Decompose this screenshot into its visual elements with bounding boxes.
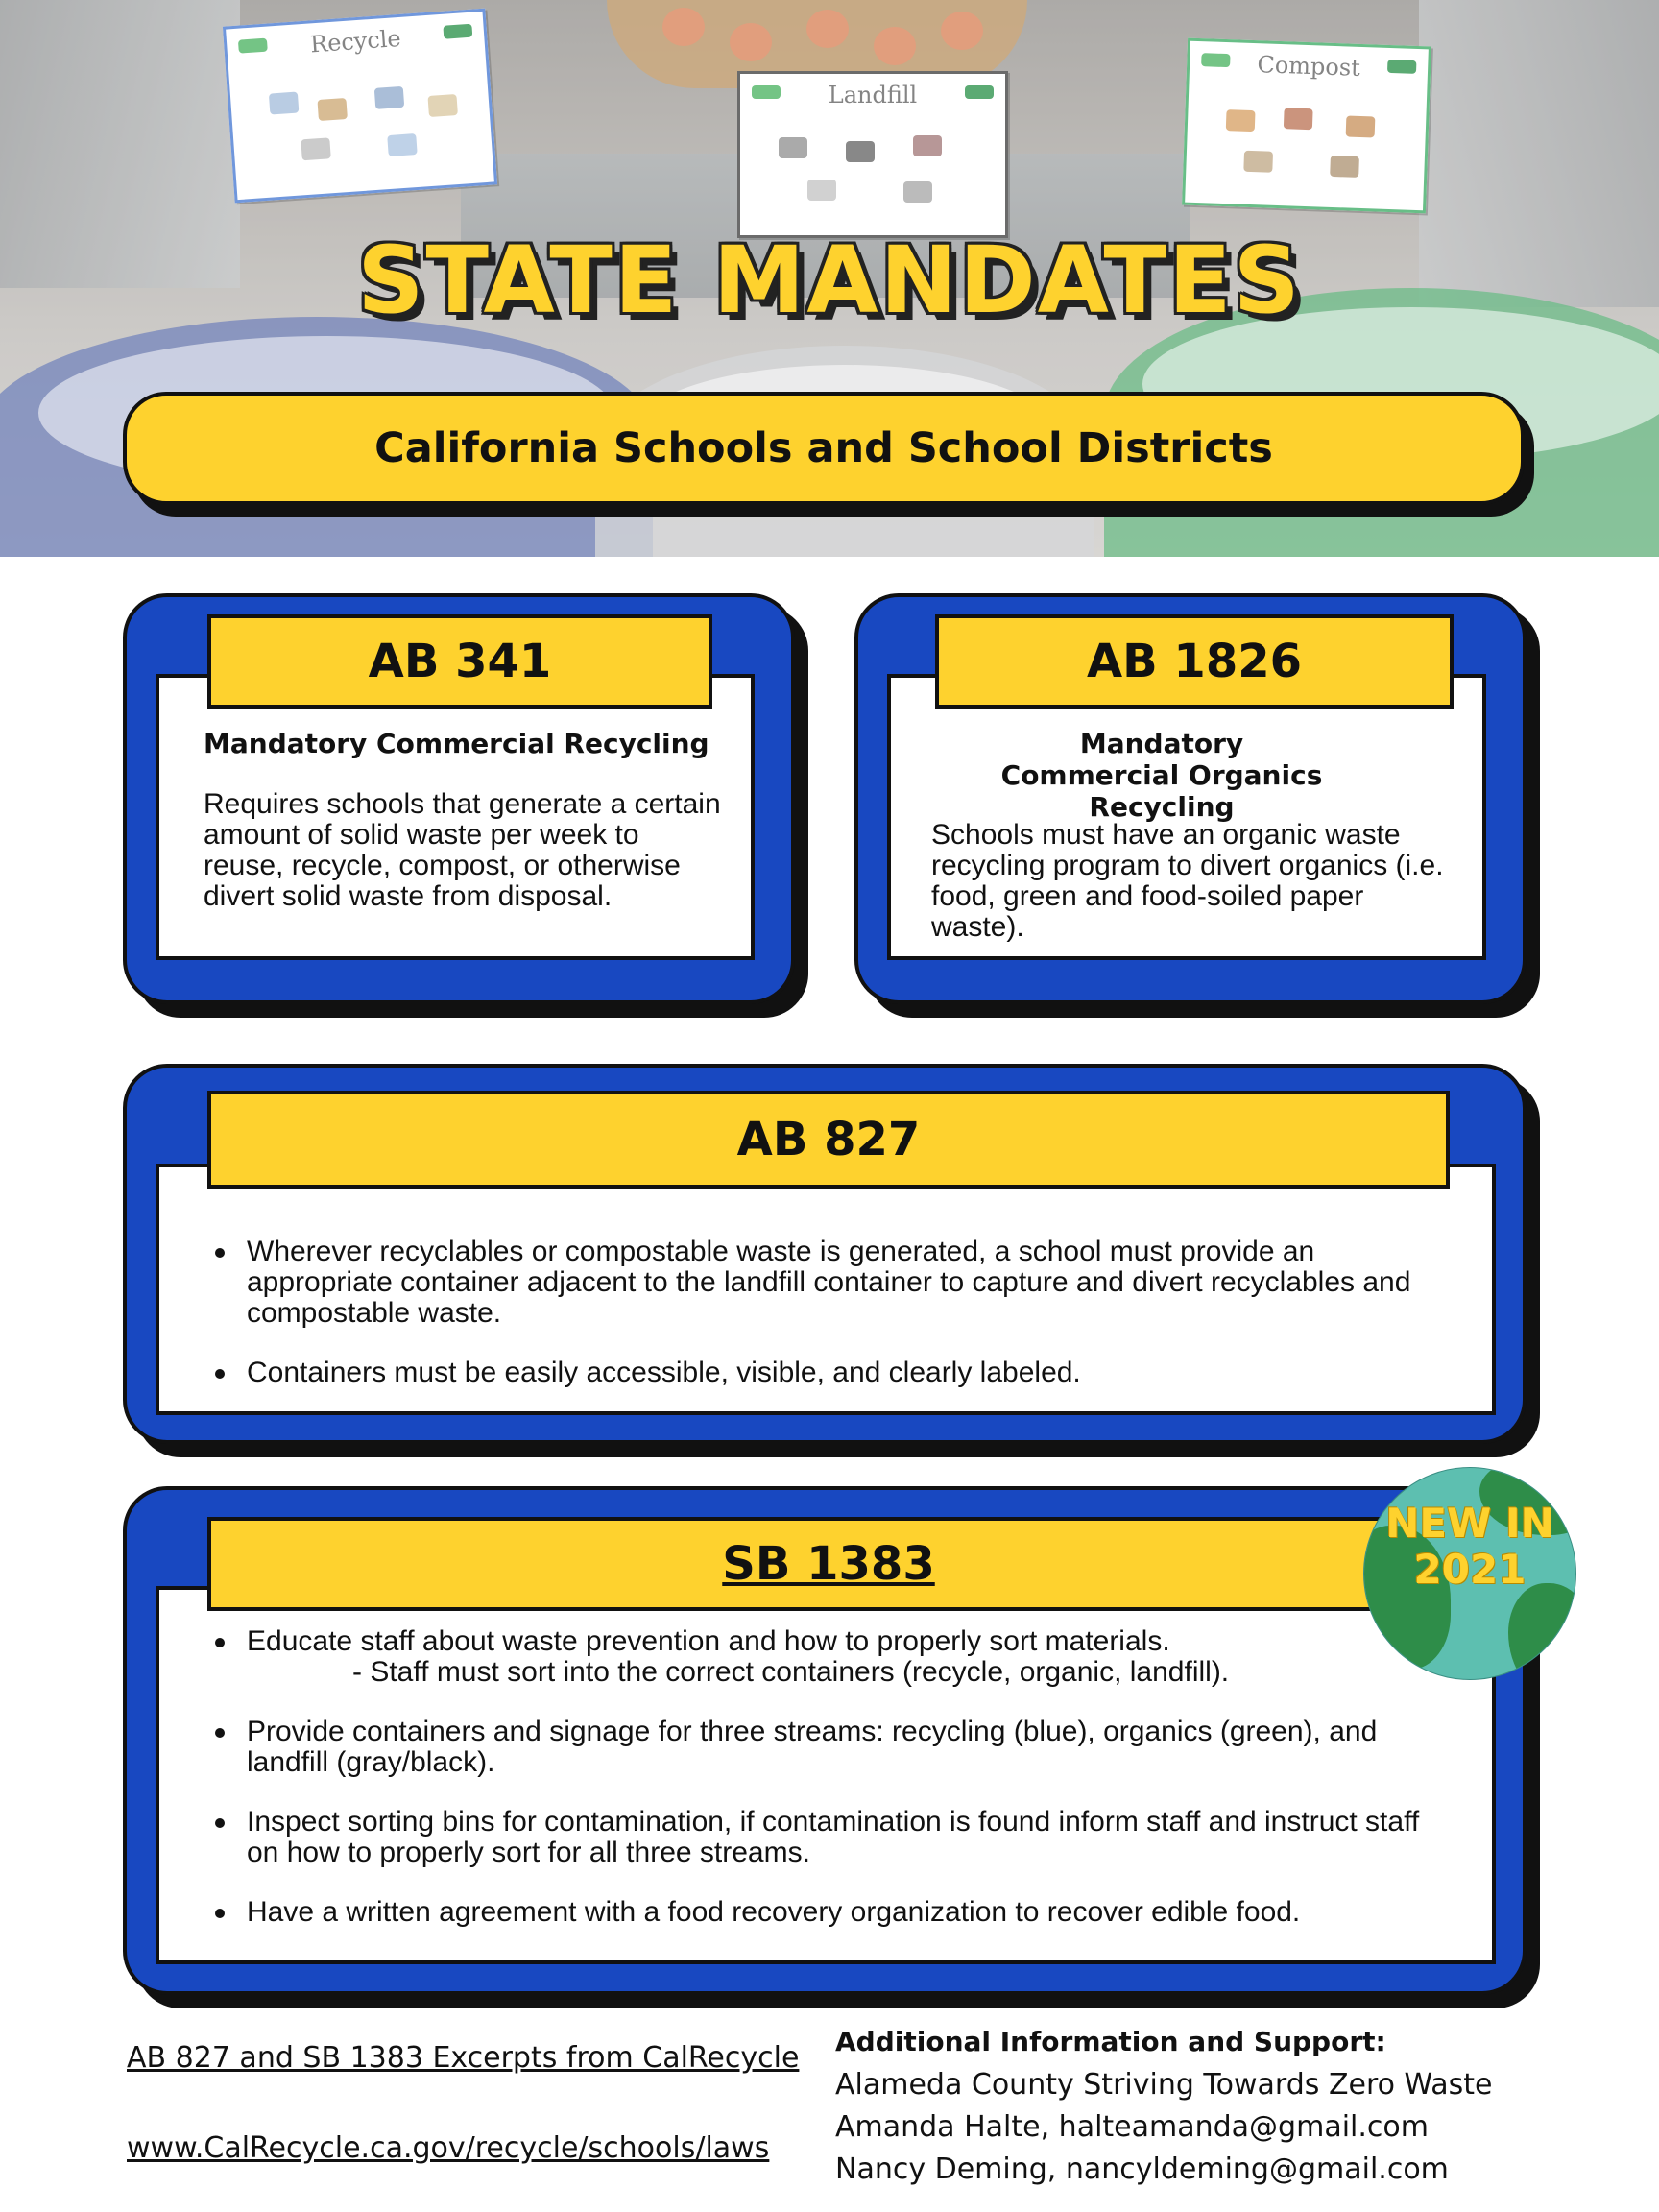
excerpt-link[interactable]: AB 827 and SB 1383 Excerpts from CalRecycle [127,2041,800,2075]
card-sb1383 [123,1486,1527,1995]
bullet-item: Inspect sorting bins for contamination, if contamination is found inform staff and instruct staff on how to properly sort for all three streams. [215,1807,1434,1868]
card-ab1826 [854,593,1527,1004]
bullet-text: Educate staff about waste prevention and how to properly sort materials. [247,1625,1170,1657]
card-title: AB 1826 [1086,635,1303,688]
bullet-list [215,1626,1434,1928]
card-ab341 [123,593,795,1004]
contact-line: Alameda County Striving Towards Zero Waste [835,2068,1493,2102]
globe-badge [1363,1467,1576,1680]
card-subtitle: Mandatory Commercial Organics Recycling [1000,728,1323,823]
contact-line: Nancy Deming, nancyldeming@gmail.com [835,2152,1449,2186]
card-title-banner [207,1091,1450,1189]
subtitle-text: California Schools and School Districts [374,424,1273,472]
calrecycle-url-link[interactable]: www.CalRecycle.ca.gov/recycle/schools/laws [127,2131,770,2165]
card-title-banner [207,614,712,709]
page-title: STATE MANDATES [357,227,1302,334]
card-description: Schools must have an organic waste recycling program to divert organics (i.e. food, green and food-soiled paper waste). [931,819,1444,943]
bullet-item: Have a written agreement with a food recovery organization to recover edible food. [215,1897,1434,1928]
recycle-sign-title: Recycle [309,24,402,59]
card-ab827 [123,1064,1527,1444]
compost-sign-title: Compost [1257,51,1361,82]
sub-bullet: - Staff must sort into the correct containers (recycle, organic, landfill). [352,1656,1230,1688]
card-title: SB 1383 [722,1537,935,1591]
card-description: Requires schools that generate a certain amount of solid waste per week to reuse, recycle, compost, or otherwise divert solid waste from disposal. [204,788,721,912]
contact-line: Amanda Halte, halteamanda@gmail.com [835,2110,1429,2144]
bullet-item [215,1626,1434,1688]
globe-land [1508,1583,1576,1680]
bullet-item: Containers must be easily accessible, visible, and clearly labeled. [215,1358,1415,1388]
subtitle-banner [123,392,1525,505]
bullet-item: Wherever recyclables or compostable waste is generated, a school must provide an appropriate container adjacent to the landfill container to capture and divert recyclables and compostable waste. [215,1237,1415,1329]
card-subtitle: Mandatory Commercial Recycling [204,728,709,759]
new-in-2021-badge: NEW IN 2021 [1385,1500,1554,1593]
card-title: AB 827 [736,1113,921,1166]
bullet-list [215,1237,1415,1388]
card-title: AB 341 [368,635,552,688]
card-title-banner [207,1517,1450,1611]
info-heading: Additional Information and Support: [835,2026,1386,2057]
bullet-item: Provide containers and signage for three streams: recycling (blue), organics (green), and landfill (gray/black). [215,1717,1434,1778]
card-title-banner [935,614,1454,709]
landfill-sign-title: Landfill [828,82,918,108]
